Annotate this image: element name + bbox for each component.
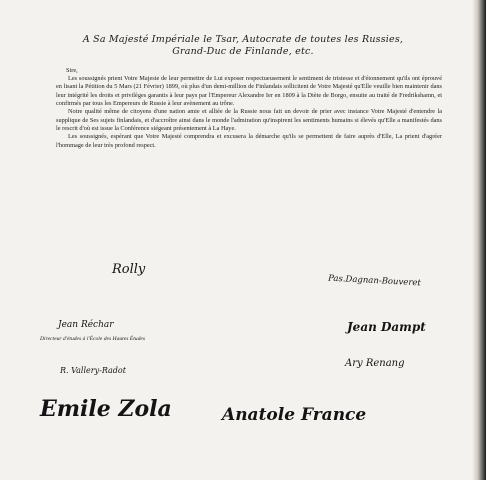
letter-body	[56, 75, 442, 150]
heading-line-1: A Sa Majesté Impériale le Tsar, Autocrate de toutes les Russies,	[82, 34, 404, 45]
signature-jean-reichar: Jean Réchar	[58, 320, 114, 330]
signature-jean-dampt: Jean Dampt	[347, 320, 426, 334]
salutation: Sire,	[66, 67, 78, 74]
signature-dagnan-bouveret: Pas.Dagnan-Bouveret	[327, 273, 422, 289]
heading-line-2: Grand-Duc de Finlande, etc.	[172, 46, 314, 57]
paragraph-3: Les soussignés, espérant que Votre Majesté comprendra et excusera la démarche qu'ils se permettent de faire auprès d'Elle, La prient d'agréer l'hommage de leur très profond respect.	[56, 133, 442, 149]
signature-rolly: Rolly	[112, 262, 146, 277]
signature-anatole-france: Anatole France	[222, 405, 367, 425]
letter-heading	[0, 34, 486, 58]
paragraph-1: Les soussignés prient Votre Majeste de leur permettre de Lui exposer respectueusement le sentiment de tristesse et d'étonnement qu'ils ont éprouvé en lisant la Pétition du 5 Mars (21 Février) 1899, où plus d'un demi-million de Finlandais sollicitent de Votre Majesté qu'Elle veuille bien maintenir dans leur intégrité les droits et privilèges garantis à leur pays par l'Empereur Alexandre Ier en 1809 à la Diète de Borgo, ensuite au traité de Fredrikshamn, et confirmés par tous les Empereurs de Russie à leur avènement au trône.	[56, 75, 442, 108]
signature-romang: Ary Renang	[345, 358, 405, 369]
signature-reichar-title: Directeur d'études à l'École des Hautes Études	[40, 336, 146, 342]
signature-vallery-radot: R. Vallery-Radot	[60, 366, 126, 375]
signature-emile-zola: Emile Zola	[40, 396, 172, 422]
paragraph-2: Notre qualité même de citoyens d'une nation amie et alliée de la Russie nous fait un devoir de prier avec instance Votre Majesté d'entendre la supplique de Ses sujets finlandais, et d'accroître ainsi dans le monde l'admiration qu'inspirent les sentiments humains si élevés qu'Elle a manifestés dans le rescrit d'où est issue la Conférence siégeant présentement à La Haye.	[56, 108, 442, 133]
